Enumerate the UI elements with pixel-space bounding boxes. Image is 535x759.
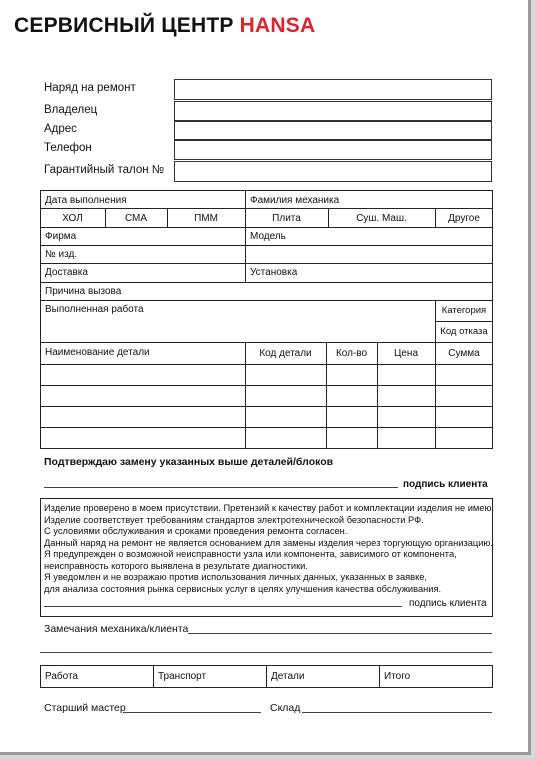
confirmation-signature-line[interactable] [44, 487, 398, 488]
remarks-line-2[interactable] [40, 652, 492, 653]
firm-label: Фирма [45, 231, 77, 242]
address-field[interactable] [174, 120, 492, 141]
confirmation-text: Подтверждаю замену указанных выше деталей/блоков [44, 456, 334, 468]
total-work-label: Работа [45, 671, 78, 682]
notice-signature-label: подпись клиента [409, 598, 487, 609]
price-header: Цена [393, 348, 419, 359]
total-parts-label: Детали [271, 671, 305, 682]
page-title [14, 14, 315, 38]
completion-date-label: Дата выполнения [45, 195, 127, 206]
notice-line: С условиями обслуживания и сроками проведения ремонта согласен. [44, 526, 348, 536]
quantity-header: Кол-во [335, 348, 368, 359]
owner-field[interactable] [174, 101, 492, 122]
type-washer: СМА [124, 213, 148, 224]
warranty-field[interactable] [174, 161, 492, 182]
type-fridge: ХОЛ [62, 213, 83, 224]
owner-label: Владелец [44, 104, 98, 116]
senior-master-signature-line[interactable] [123, 712, 261, 713]
notice-line: Я уведомлен и не возражаю против использования личных данных, указанных в заявке, [44, 572, 428, 582]
order-label: Наряд на ремонт [44, 82, 136, 94]
remarks-line-1[interactable] [188, 633, 492, 634]
model-label: Модель [250, 231, 286, 242]
product-number-label: № изд. [45, 249, 78, 260]
notice-line: для анализа состояния рынка сервисных услуг в целях улучшения качества обслуживания. [44, 583, 442, 594]
part-code-header: Код детали [259, 348, 312, 359]
notice-line: неисправность которого выявлена в результате диагностики. [44, 560, 308, 571]
address-label: Адрес [44, 123, 77, 135]
phone-field[interactable] [174, 139, 492, 160]
category-label: Категория [441, 305, 487, 316]
warehouse-signature-line[interactable] [302, 712, 492, 713]
total-sum-label: Итого [384, 671, 411, 682]
part-name-header: Наименование детали [45, 347, 150, 358]
type-dryer: Суш. Маш. [356, 213, 407, 224]
main-table [40, 190, 493, 449]
notice-line: Я предупрежден о возможной неисправности узла или компонента, зависимого от компонента, [44, 549, 457, 559]
total-transport-label: Транспорт [158, 671, 207, 682]
warranty-label: Гарантийный талон № [44, 164, 165, 176]
refusal-code-label: Код отказа [440, 326, 488, 337]
sum-header: Сумма [448, 348, 480, 359]
notice-text [44, 503, 495, 595]
call-reason-label: Причина вызова [45, 286, 122, 297]
work-done-label: Выполненная работа [45, 304, 144, 315]
type-stove: Плита [272, 213, 301, 224]
mechanic-label: Фамилия механика [250, 195, 340, 206]
type-other: Другое [448, 213, 480, 224]
senior-master-label: Старший мастер [44, 702, 126, 714]
order-number-field[interactable] [174, 79, 492, 100]
brand-name: HANSA [239, 14, 316, 37]
notice-line: Изделие проверено в моем присутствии. Претензий к качеству работ и комплектации изделия не имею. [44, 503, 495, 513]
notice-line: Данный наряд на ремонт не является основанием для замены изделия через торгующую организацию. [44, 537, 493, 548]
notice-signature-line[interactable] [44, 606, 402, 607]
title-prefix: СЕРВИСНЫЙ ЦЕНТР [14, 14, 234, 37]
phone-label: Телефон [44, 142, 92, 154]
installation-label: Установка [250, 267, 298, 278]
confirmation-signature-label: подпись клиента [403, 479, 488, 490]
warehouse-label: Склад [270, 702, 301, 714]
type-dishwasher: ПММ [194, 213, 218, 224]
remarks-label: Замечания механика/клиента [44, 623, 189, 635]
notice-line: Изделие соответствует требованиям стандартов электротехнической безопасности РФ. [44, 514, 424, 525]
delivery-label: Доставка [45, 267, 88, 278]
